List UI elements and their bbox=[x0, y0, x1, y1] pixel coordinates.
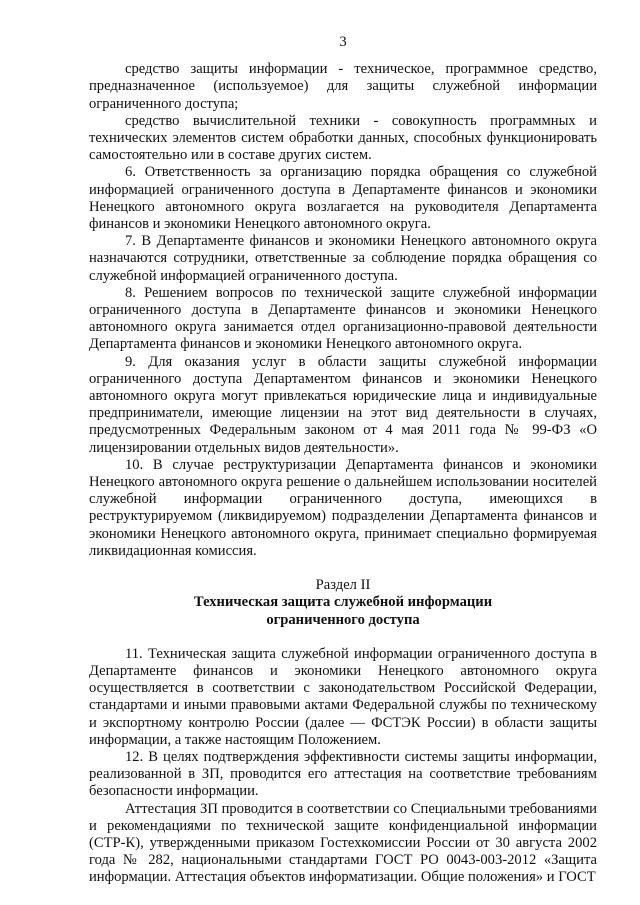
paragraph-11: 11. Техническая защита служебной информации ограниченного доступа в Департаменте финансов и экономики Ненецкого автономного округа осуществляется в соответствии с законодательством Российской Федерации, стандартами и иными правовыми актами Федеральной службы по техническому и экспортному контролю России (далее — ФСТЭК России) в области защиты информации, а также настоящим Положением. bbox=[89, 645, 597, 748]
paragraph-6: 6. Ответственность за организацию порядка обращения со служебной информацией ограниченного доступа в Департаменте финансов и экономики Ненецкого автономного округа возлагается на руководителя Департамента финансов и экономики Ненецкого автономного округа. bbox=[89, 164, 597, 233]
paragraph-definition-computing-means: средство вычислительной техники - совокупность программных и технических элементов систем обработки данных, способных функционировать самостоятельно или в составе других систем. bbox=[89, 112, 597, 164]
paragraph-definition-protection-means: средство защиты информации - техническое, программное средство, предназначенное (используемое) для защиты служебной информации ограниченного доступа; bbox=[89, 61, 597, 112]
paragraph-9: 9. Для оказания услуг в области защиты служебной информации ограниченного доступа Департаментом финансов и экономики Ненецкого автономного округа могут привлекаться юридические лица и индивидуальные предприниматели, имеющие лицензии на этот вид деятельности в случаях, предусмотренных Федеральным законом от 4 мая 2011 года № 99-ФЗ «О лицензировании отдельных видов деятельности». bbox=[89, 353, 597, 456]
section-spacer-bottom bbox=[89, 629, 597, 646]
section-title-line-1: Техническая защита служебной информации bbox=[193, 594, 493, 611]
paragraph-7: 7. В Департаменте финансов и экономики Ненецкого автономного округа назначаются сотрудники, ответственные за соблюдение порядка обращения со служебной информацией ограниченного доступа. bbox=[89, 233, 597, 284]
document-page bbox=[89, 34, 597, 887]
paragraph-attestation: Аттестация ЗП проводится в соответствии со Специальными требованиями и рекомендациями по технической защите конфиденциальной информации (СТР-К), утвержденными приказом Гостехкомиссии России от 30 августа 2002 года № 282, национальными стандартами ГОСТ РО 0043-003-2012 «Защита информации. Аттестация объектов информатизации. Общие положения» и ГОСТ bbox=[89, 800, 597, 886]
section-label: Раздел II bbox=[315, 577, 371, 594]
paragraph-8: 8. Решением вопросов по технической защите служебной информации ограниченного доступа в Департаменте финансов и экономики Ненецкого автономного округа занимается отдел организационно-правовой деятельности Департамента финансов и экономики Ненецкого автономного округа. bbox=[89, 284, 597, 353]
section-spacer-top bbox=[89, 560, 597, 577]
paragraph-10: 10. В случае реструктуризации Департамента финансов и экономики Ненецкого автономного округа решение о дальнейшем использовании носителей служебной информации ограниченного доступа, имеющихся в реструктурируемом (ликвидируемом) подразделении Департамента финансов и экономики Ненецкого автономного округа, принимает специально формируемая ликвидационная комиссия. bbox=[89, 456, 597, 559]
section-title-line-2: ограниченного доступа bbox=[266, 611, 420, 628]
page-number: 3 bbox=[339, 34, 347, 50]
paragraph-12: 12. В целях подтверждения эффективности системы защиты информации, реализованной в ЗП, проводится его аттестация на соответствие требованиям безопасности информации. bbox=[89, 748, 597, 800]
